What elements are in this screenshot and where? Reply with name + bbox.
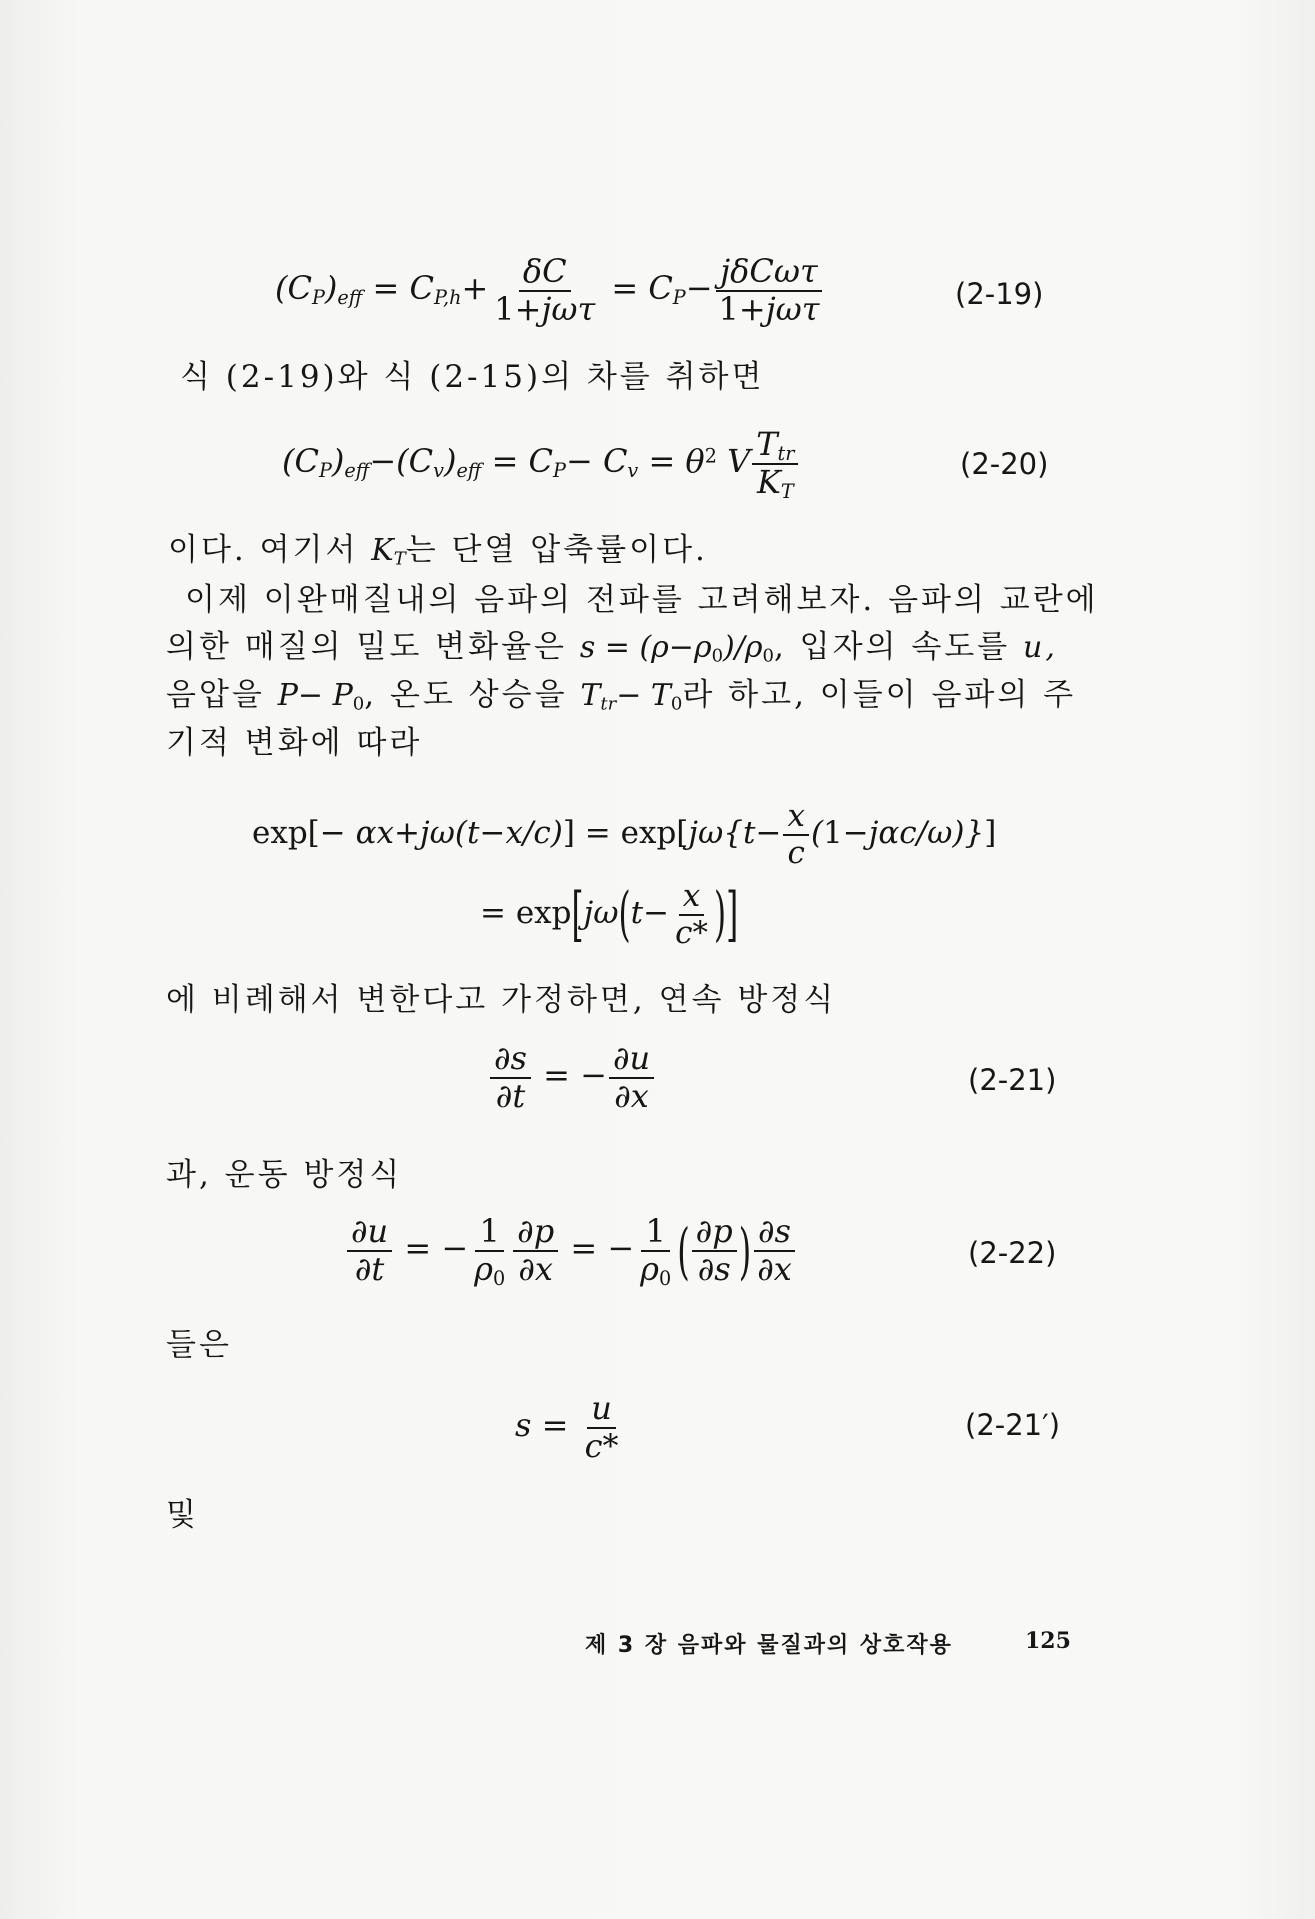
equation-2-19: $(C_P)_{eff} = C_{P,h}+$ $\frac{\delta C}{\text{1+jωτ}}$ = $C_P-$ $\frac{\text{jδCωτ}}{\text{1+jωτ}}$ [275,255,825,326]
text-line-after-2-22: 들은 [166,1327,232,1363]
chapter-footer: 제 3 장 음파와 물질과의 상호작용 [585,1633,953,1658]
equation-number-2-19: (2-19) [955,277,1044,311]
equation-2-22: $\frac{\partial u}{\partial t}$ = − $\frac{1}{\rho_0}$ $\frac{\partial p}{\partial x}$ = − $\frac{1}{\rho_0}$ ( $\frac{\partial p}{\partial s}$ ) $\frac{\partial s}{\partial x}$ [345,1215,798,1286]
equation-2-20: $(C_P)_{eff}-(C_v)_{eff} = C_P- C_v = \theta^2$ V $\frac{T_{tr}}{K_T}$ [282,428,800,499]
text-line-after-2-19: 식 (2-19)와 식 (2-15)의 차를 취하면 [180,359,765,395]
equation-2-21: $\frac{\partial s}{\partial t}$ = − $\frac{\partial u}{\partial x}$ [488,1042,656,1113]
paragraph-line-2: 의한 매질의 밀도 변화율은 $s = (\rho-\rho_0)/\rho_0$, 입자의 속도를 u, [166,629,1058,667]
equation-2-21-prime: s = $\frac{u}{c*}$ [515,1389,619,1465]
equation-number-2-22: (2-22) [968,1236,1057,1270]
text-line-after-2-21: 과, 운동 방정식 [166,1157,403,1193]
equation-exp-line-2: = exp[jω(t− $\frac{x}{c*}$ )] [480,878,739,951]
paragraph-line-4: 기적 변화에 따라 [166,725,423,761]
text-segment: 이다. 여기서 [168,532,372,568]
text-line-after-2-20: 이다. 여기서 $K_T$는 단열 압축률이다. [168,532,708,570]
text-line-after-exp: 에 비례해서 변한다고 가정하면, 연속 방정식 [166,982,837,1018]
page-number: 125 [1025,1628,1071,1654]
text-segment: 는 단열 압축률이다. [405,532,708,568]
paragraph-line-1: 이제 이완매질내의 음파의 전파를 고려해보자. 음파의 교란에 [185,582,1099,618]
text-line-after-2-21-prime: 및 [166,1497,199,1533]
equation-number-2-21-prime: (2-21′) [965,1408,1061,1442]
equation-exp-line-1: exp[− αx+jω(t−x/c)] = exp[jω{t− $\frac{x}{c}$ (1−jαc/ω)}] [252,798,997,871]
equation-number-2-21: (2-21) [968,1063,1057,1097]
equation-number-2-20: (2-20) [960,447,1049,481]
paragraph-line-3: 음압을 $P- P_0$, 온도 상승을 $T_{tr}- T_0$라 하고, 이들이 음파의 주 [166,677,1077,715]
